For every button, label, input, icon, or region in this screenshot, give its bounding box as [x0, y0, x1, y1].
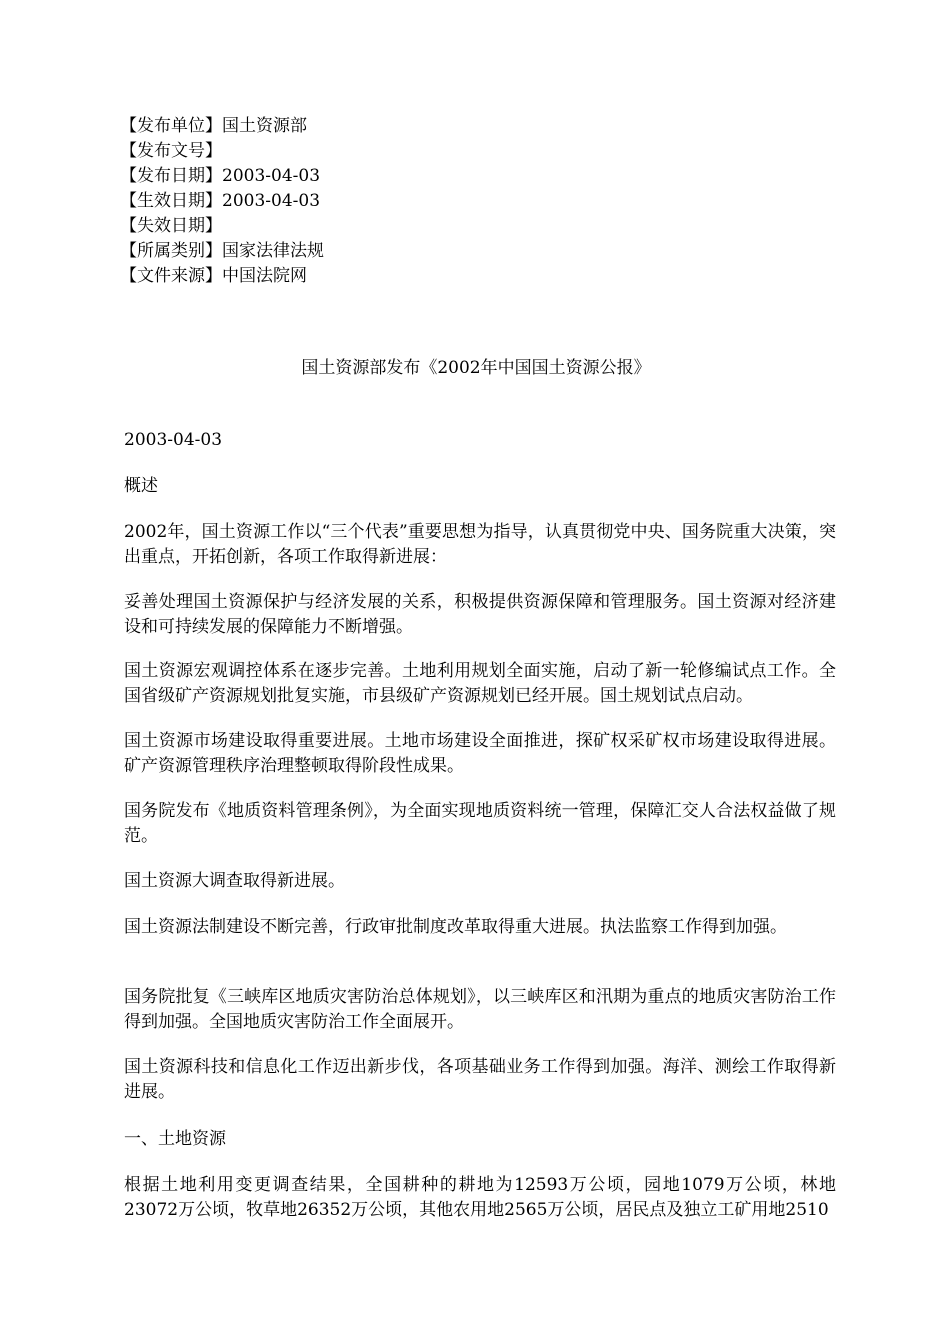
meta-doc-no-label: 【发布文号】 — [120, 141, 222, 161]
paragraph: 国土资源宏观调控体系在逐步完善。土地利用规划全面实施，启动了新一轮修编试点工作。全国省级矿产资源规划批复实施，市县级矿产资源规划已经开展。国土规划试点启动。 — [124, 661, 836, 706]
section-heading-overview: 概述 — [124, 476, 158, 496]
paragraph: 国土资源法制建设不断完善，行政审批制度改革取得重大进展。执法监察工作得到加强。 — [124, 917, 787, 937]
paragraph: 妥善处理国土资源保护与经济发展的关系，积极提供资源保障和管理服务。国土资源对经济建设和可持续发展的保障能力不断增强。 — [124, 592, 836, 637]
paragraph: 国务院批复《三峡库区地质灾害防治总体规划》，以三峡库区和汛期为重点的地质灾害防治工作得到加强。全国地质灾害防治工作全面展开。 — [124, 987, 836, 1032]
document-date: 2003-04-03 — [124, 430, 223, 450]
paragraph: 国土资源科技和信息化工作迈出新步伐，各项基础业务工作得到加强。海洋、测绘工作取得新进展。 — [124, 1057, 836, 1102]
meta-publisher-label: 【发布单位】 — [120, 116, 222, 136]
document-title: 国土资源部发布《2002年中国国土资源公报》 — [301, 358, 651, 378]
meta-source-label: 【文件来源】 — [120, 266, 222, 286]
paragraph: 根据土地利用变更调查结果，全国耕种的耕地为12593万公顷，园地1079万公顷，林地23072万公顷，牧草地26352万公顷，其他农用地2565万公顷，居民点及独立工矿用地2510 — [124, 1175, 836, 1220]
meta-effective-date-label: 【生效日期】 — [120, 191, 222, 211]
meta-expiry-date-label: 【失效日期】 — [120, 216, 222, 236]
meta-category-value: 国家法律法规 — [222, 241, 324, 261]
meta-source — [120, 264, 840, 289]
meta-publisher-value: 国土资源部 — [222, 116, 307, 136]
meta-source-value: 中国法院网 — [222, 266, 307, 286]
meta-expiry-date — [120, 214, 840, 239]
section-heading-land-resources: 一、土地资源 — [124, 1129, 226, 1149]
meta-effective-date — [120, 189, 840, 214]
meta-effective-date-value: 2003-04-03 — [222, 191, 321, 211]
meta-category — [120, 239, 840, 264]
meta-category-label: 【所属类别】 — [120, 241, 222, 261]
meta-publisher — [120, 114, 840, 139]
paragraph: 国土资源大调查取得新进展。 — [124, 871, 345, 891]
meta-publish-date — [120, 164, 840, 189]
meta-publish-date-label: 【发布日期】 — [120, 166, 222, 186]
paragraph: 国务院发布《地质资料管理条例》，为全面实现地质资料统一管理，保障汇交人合法权益做了规范。 — [124, 801, 836, 846]
meta-publish-date-value: 2003-04-03 — [222, 166, 321, 186]
document-metadata — [120, 114, 840, 289]
paragraph: 国土资源市场建设取得重要进展。土地市场建设全面推进，探矿权采矿权市场建设取得进展。矿产资源管理秩序治理整顿取得阶段性成果。 — [124, 731, 836, 776]
paragraph: 2002年，国土资源工作以“三个代表”重要思想为指导，认真贯彻党中央、国务院重大决策，突出重点，开拓创新，各项工作取得新进展： — [124, 522, 836, 567]
meta-doc-no — [120, 139, 840, 164]
